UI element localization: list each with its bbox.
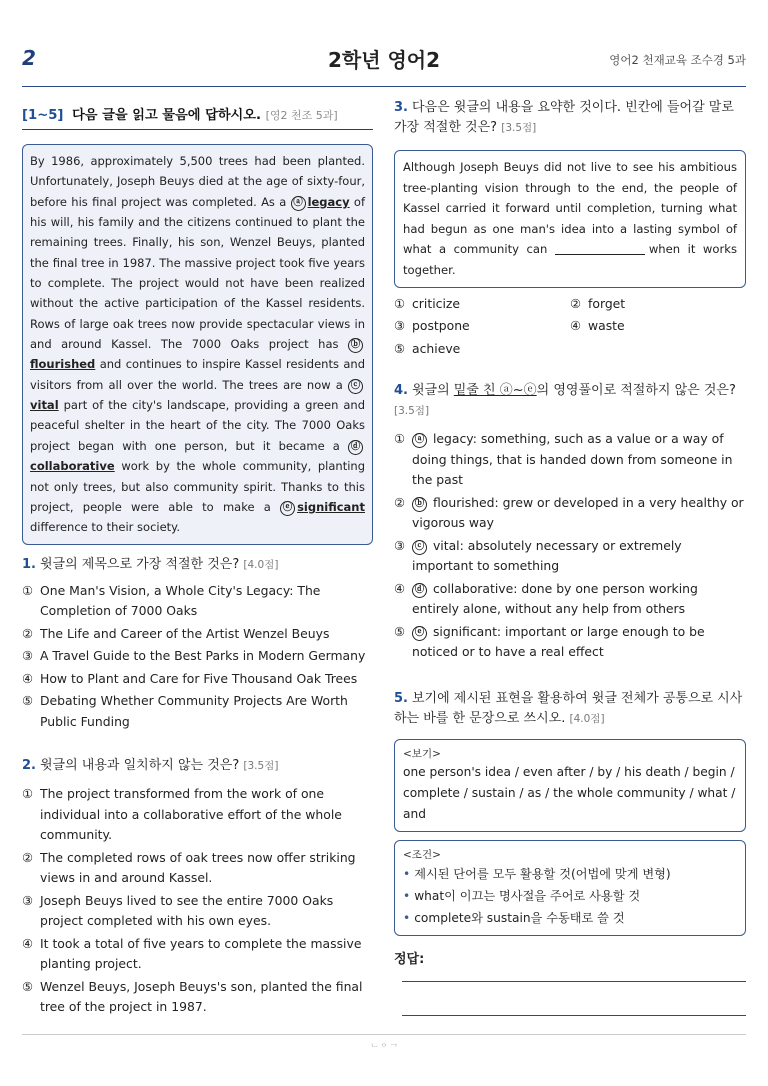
- answer-label: 정답:: [394, 951, 425, 967]
- question-points: [3.5점]: [501, 122, 537, 134]
- answer-line-2[interactable]: [402, 1015, 746, 1016]
- bullet-icon: •: [403, 866, 411, 881]
- source-tag: [영2 천조 5과]: [265, 109, 338, 122]
- option-number: ③: [394, 537, 406, 553]
- q4-option-5[interactable]: [394, 622, 746, 663]
- question-number: 1.: [22, 556, 36, 572]
- question-4: [394, 381, 746, 421]
- question-number: 2.: [22, 758, 36, 774]
- option-marker: ⓒ: [412, 540, 427, 555]
- option-number: ③: [22, 648, 34, 664]
- summary-text: Although Joseph Beuys did not live to see his ambitious tree-planting vision through to the end, the people of Kassel carried it forward until completion, turning what had begun as one man's idea into a lasting symbol of what a community can: [403, 160, 737, 257]
- footer-divider: [22, 1034, 746, 1035]
- option-number: ①: [22, 786, 34, 802]
- option-number: ⑤: [22, 978, 34, 994]
- option-text: vital: absolutely necessary or extremely important to something: [412, 537, 682, 574]
- reading-passage: [22, 144, 373, 545]
- option-text: The completed rows of oak trees now offer striking views in and around Kassel.: [40, 849, 356, 886]
- bogi-box: [394, 739, 746, 832]
- q4-options: [394, 429, 746, 663]
- marker-b: ⓑ: [348, 338, 363, 353]
- q4-option-3[interactable]: [394, 536, 746, 577]
- option-text: waste: [588, 318, 625, 334]
- option-number: ③: [394, 318, 406, 334]
- option-text: collaborative: done by one person working entirely alone, without any help from others: [412, 580, 698, 617]
- option-text: How to Plant and Care for Five Thousand Oak Trees: [40, 670, 358, 686]
- question-underlined-text: 밑줄 친 ⓐ~ⓔ: [453, 383, 537, 399]
- question-number: 5.: [394, 690, 408, 706]
- condition-item: [403, 863, 737, 885]
- question-number: 3.: [394, 100, 408, 115]
- section-instruction: [22, 104, 373, 130]
- option-number: ④: [22, 935, 34, 951]
- question-text: 윗글의 내용과 일치하지 않는 것은?: [39, 758, 240, 774]
- question-points: [4.0점]: [569, 712, 605, 725]
- option-text: Debating Whether Community Projects Are Worth Public Funding: [40, 693, 348, 729]
- option-text: flourished: grew or developed in a very healthy or vigorous way: [412, 494, 744, 531]
- option-number: ①: [394, 295, 406, 311]
- option-text: Wenzel Beuys, Joseph Beuys's son, planted the final tree of the project in 1987.: [40, 978, 363, 1015]
- bullet-icon: •: [403, 910, 411, 925]
- condition-box: [394, 840, 746, 936]
- q3-option-5[interactable]: [394, 339, 570, 360]
- underlined-word-d: collaborative: [30, 459, 115, 474]
- underlined-word-c: vital: [30, 398, 59, 413]
- passage-text: part of the city's landscape, providing a green and peaceful shelter in the heart of the city. The 7000 Oaks project began with one person, but it became a: [30, 398, 365, 453]
- option-number: ④: [394, 580, 406, 596]
- q4-option-2[interactable]: [394, 493, 746, 534]
- condition-item: [403, 907, 737, 929]
- underlined-word-e: significant: [297, 499, 365, 514]
- underlined-word-b: flourished: [30, 357, 96, 372]
- passage-text: work by the whole community, planting not only trees, but also community spirit. Thanks to this project, people were able to make a: [30, 459, 365, 514]
- q1-option-2[interactable]: [22, 624, 373, 645]
- marker-e: ⓔ: [280, 501, 295, 516]
- q1-option-3[interactable]: [22, 646, 373, 667]
- right-column: [394, 98, 746, 1016]
- left-column: [22, 104, 373, 1020]
- option-number: ⑤: [394, 623, 406, 639]
- passage-text: of his will, his family and the citizens continued to plant the remaining trees. Finally, his son, Wenzel Beuys, planted the final tree in 1987. The massive project took five years to complete. The project would not have been realized without the active participation of the Kassel residents. Rows of large oak trees now provide spectacular views in and around Kassel. The 7000 Oaks project has: [30, 194, 365, 352]
- option-text: The Life and Career of the Artist Wenzel Beuys: [40, 625, 330, 641]
- option-text: Joseph Beuys lived to see the entire 7000 Oaks project completed with his own eyes.: [40, 892, 334, 929]
- q4-option-4[interactable]: [394, 579, 746, 620]
- underlined-word-a: legacy: [307, 194, 350, 209]
- question-text: 윗글의 제목으로 가장 적절한 것은?: [39, 556, 240, 572]
- condition-text: complete와 sustain을 수동태로 쓸 것: [414, 910, 625, 925]
- option-text: postpone: [412, 318, 470, 334]
- option-text: A Travel Guide to the Best Parks in Modern Germany: [40, 648, 366, 664]
- bogi-label: <보기>: [403, 747, 441, 760]
- footer-mark: ᄂᄋᄀ: [369, 1044, 399, 1055]
- q3-option-3[interactable]: [394, 316, 570, 337]
- q2-option-4[interactable]: [22, 934, 373, 975]
- bullet-icon: •: [403, 888, 411, 903]
- option-marker: ⓔ: [412, 626, 427, 641]
- page-number: 2: [22, 46, 36, 70]
- option-number: ⑤: [22, 693, 34, 709]
- option-marker: ⓐ: [412, 433, 427, 448]
- q3-option-1[interactable]: [394, 294, 570, 315]
- q2-option-1[interactable]: [22, 784, 373, 846]
- page-header: [22, 40, 746, 87]
- question-text: 의 영영풀이로 적절하지 않은 것은?: [536, 383, 736, 399]
- option-text: criticize: [412, 295, 461, 311]
- q2-option-2[interactable]: [22, 848, 373, 889]
- instruction-text: 다음 글을 읽고 물음에 답하시오.: [72, 108, 262, 123]
- question-points: [3.5점]: [243, 760, 279, 773]
- q3-options: [394, 294, 746, 360]
- question-points: [3.5점]: [394, 405, 430, 418]
- option-number: ②: [570, 295, 582, 311]
- marker-d: ⓓ: [348, 440, 363, 455]
- question-points: [4.0점]: [243, 558, 279, 571]
- question-text: 다음은 윗글의 내용을 요약한 것이다. 빈칸에 들어갈 말로 가장 적절한 것은?: [394, 100, 734, 135]
- question-text: 윗글의: [411, 383, 454, 399]
- option-text: One Man's Vision, a Whole City's Legacy: The Completion of 7000 Oaks: [40, 582, 321, 619]
- q2-options: [22, 784, 373, 1018]
- passage-text: and continues to inspire Kassel residents and visitors from all over the world. The trees are now a: [30, 357, 365, 392]
- condition-text: 제시된 단어를 모두 활용할 것(어법에 맞게 변형): [414, 866, 671, 881]
- option-number: ②: [22, 625, 34, 641]
- option-text: It took a total of five years to complete the massive planting project.: [40, 935, 362, 972]
- answer-blank[interactable]: [555, 254, 645, 255]
- question-1: [22, 555, 373, 575]
- option-number: ③: [22, 892, 34, 908]
- option-text: achieve: [412, 340, 461, 356]
- option-text: The project transformed from the work of one individual into a collaborative effort of the whole community.: [40, 786, 342, 843]
- question-3: [394, 98, 746, 138]
- option-number: ①: [394, 431, 406, 447]
- option-number: ④: [22, 670, 34, 686]
- q1-option-1[interactable]: [22, 581, 373, 622]
- option-number: ②: [394, 494, 406, 510]
- option-number: ⑤: [394, 340, 406, 356]
- question-5: [394, 689, 746, 729]
- option-text: forget: [588, 295, 626, 311]
- bogi-text: one person's idea / even after / by / his death / begin / complete / sustain / as / the whole community / what / and: [403, 764, 736, 821]
- condition-label: <조건>: [403, 848, 441, 861]
- answer-line-1[interactable]: [402, 981, 746, 982]
- question-number: 4.: [394, 383, 408, 399]
- question-range: [1~5]: [22, 108, 64, 123]
- exam-subtitle: 영어2 천재교육 조수경 5과: [609, 53, 746, 67]
- option-number: ①: [22, 582, 34, 598]
- q3-option-4[interactable]: [570, 316, 746, 337]
- option-text: legacy: something, such as a value or a way of doing things, that is handed down from someone in the past: [412, 431, 733, 488]
- exam-title: 2학년 영어2: [327, 48, 441, 72]
- q2-option-3[interactable]: [22, 891, 373, 932]
- q1-option-4[interactable]: [22, 669, 373, 690]
- q3-option-2[interactable]: [570, 294, 746, 315]
- condition-item: [403, 885, 737, 907]
- q4-option-1[interactable]: [394, 429, 746, 491]
- q1-options: [22, 581, 373, 733]
- option-text: significant: important or large enough to be noticed or to have a real effect: [412, 623, 705, 660]
- summary-box: [394, 150, 746, 288]
- q2-option-5[interactable]: [22, 977, 373, 1018]
- question-2: [22, 756, 373, 776]
- option-marker: ⓑ: [412, 497, 427, 512]
- passage-text: difference to their society.: [30, 520, 180, 535]
- option-number: ④: [570, 318, 582, 334]
- condition-text: what이 이끄는 명사절을 주어로 사용할 것: [414, 888, 641, 903]
- marker-c: ⓒ: [348, 379, 363, 394]
- option-number: ②: [22, 849, 34, 865]
- q1-option-5[interactable]: [22, 691, 373, 732]
- summary-end: when it works together.: [403, 242, 738, 277]
- option-marker: ⓓ: [412, 583, 427, 598]
- question-text: 보기에 제시된 표현을 활용하여 윗글 전체가 공통으로 시사하는 바를 한 문장으로 쓰시오.: [394, 690, 743, 726]
- marker-a: ⓐ: [291, 196, 306, 211]
- passage-text: By 1986, approximately 5,500 trees had been planted. Unfortunately, Joseph Beuys died at the age of sixty-four, before his final project was completed. As a: [30, 154, 365, 209]
